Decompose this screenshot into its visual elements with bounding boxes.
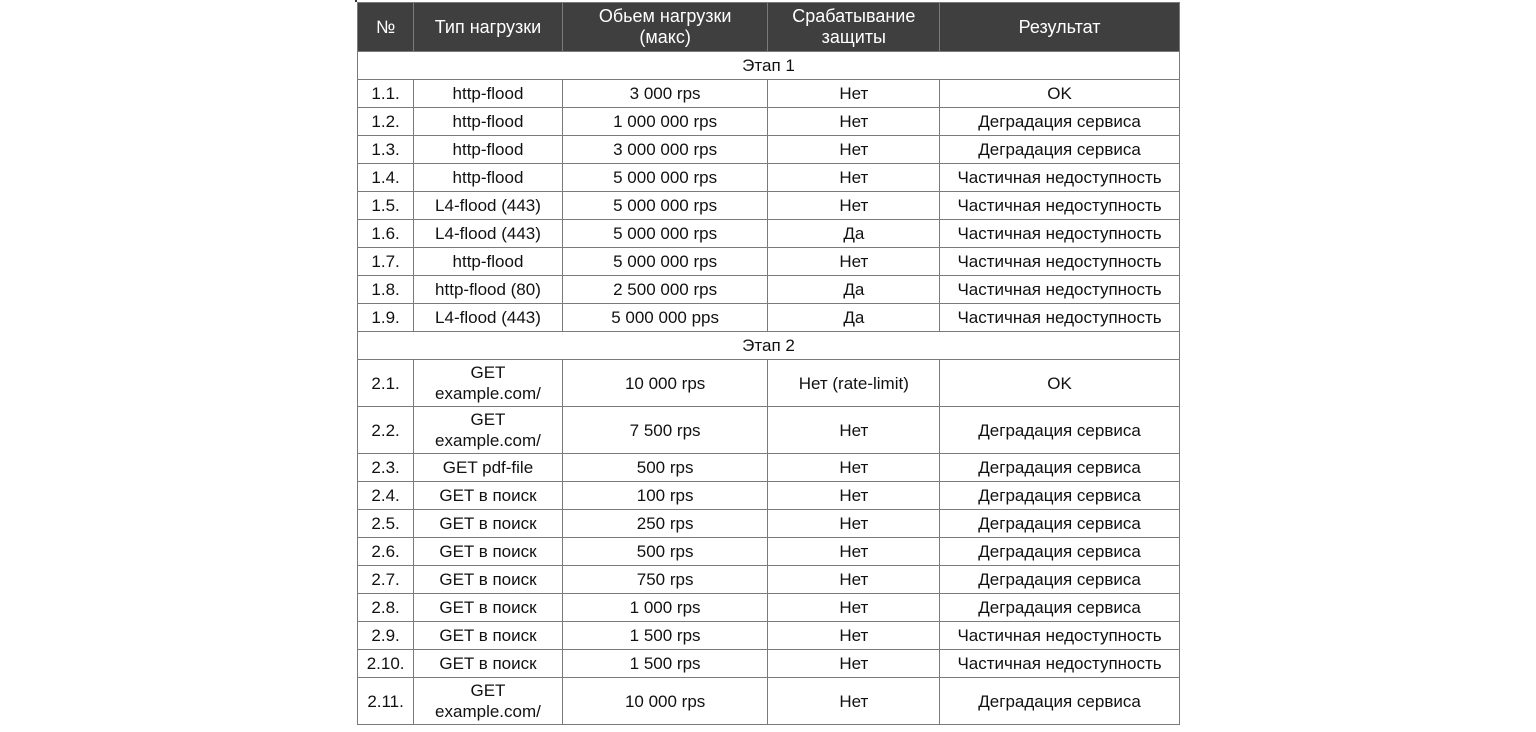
cell-load-volume: 100 rps <box>562 482 768 510</box>
table-row <box>358 482 1180 510</box>
table-row <box>358 108 1180 136</box>
cell-load-type-line: http-flood <box>452 112 524 131</box>
cell-load-type-line: GET в поиск <box>439 570 537 589</box>
cell-load-type-line: L4-flood (443) <box>435 196 541 215</box>
cell-load-volume: 5 000 000 rps <box>562 164 768 192</box>
cell-load-type-line: http-flood <box>452 84 524 103</box>
cell-load-type-line: GET <box>470 681 506 700</box>
cell-result: Деградация сервиса <box>940 538 1180 566</box>
cell-num: 1.6. <box>358 220 414 248</box>
table-row <box>358 248 1180 276</box>
cell-load-type <box>414 566 563 594</box>
cell-load-type-line: GET в поиск <box>439 626 537 645</box>
header-load-volume <box>562 3 768 52</box>
cell-num: 1.1. <box>358 80 414 108</box>
table-row <box>358 276 1180 304</box>
cell-load-volume: 10 000 rps <box>562 678 768 725</box>
cell-result: OK <box>940 360 1180 407</box>
cell-result: Деградация сервиса <box>940 566 1180 594</box>
cell-load-type <box>414 594 563 622</box>
cell-num: 2.8. <box>358 594 414 622</box>
cell-load-volume: 1 000 rps <box>562 594 768 622</box>
cell-protection: Нет <box>768 678 940 725</box>
cell-load-type-line: http-flood <box>452 140 524 159</box>
cell-load-volume: 10 000 rps <box>562 360 768 407</box>
cell-result: Частичная недоступность <box>940 650 1180 678</box>
cell-result: Деградация сервиса <box>940 136 1180 164</box>
cell-num: 2.9. <box>358 622 414 650</box>
header-protection-trigger <box>768 3 940 52</box>
cell-protection: Нет <box>768 136 940 164</box>
cell-protection: Нет <box>768 482 940 510</box>
cell-load-volume: 5 000 000 rps <box>562 192 768 220</box>
table-row <box>358 594 1180 622</box>
cell-load-type-line: GET в поиск <box>439 486 537 505</box>
cell-protection: Нет <box>768 510 940 538</box>
cell-result: Деградация сервиса <box>940 678 1180 725</box>
cell-protection: Нет <box>768 594 940 622</box>
cell-load-type <box>414 538 563 566</box>
cell-result: Деградация сервиса <box>940 482 1180 510</box>
cell-num: 2.5. <box>358 510 414 538</box>
cell-result: Частичная недоступность <box>940 164 1180 192</box>
cell-num: 2.10. <box>358 650 414 678</box>
cell-load-type-line: L4-flood (443) <box>435 308 541 327</box>
table-row <box>358 566 1180 594</box>
cell-load-type <box>414 220 563 248</box>
table-row <box>358 678 1180 725</box>
cell-load-type <box>414 678 563 725</box>
cell-load-type <box>414 454 563 482</box>
cell-load-volume: 750 rps <box>562 566 768 594</box>
cell-protection: Нет <box>768 164 940 192</box>
cell-num: 1.4. <box>358 164 414 192</box>
cell-num: 2.6. <box>358 538 414 566</box>
table-header <box>358 3 1180 52</box>
cell-load-volume: 5 000 000 rps <box>562 248 768 276</box>
table-row <box>358 220 1180 248</box>
cell-load-type-line: example.com/ <box>435 384 541 403</box>
table-row <box>358 192 1180 220</box>
cell-load-type <box>414 164 563 192</box>
cell-num: 2.1. <box>358 360 414 407</box>
table-body <box>358 52 1180 725</box>
cell-load-volume: 1 500 rps <box>562 622 768 650</box>
header-row <box>358 3 1180 52</box>
cell-load-type-line: http-flood <box>452 168 524 187</box>
cell-load-type <box>414 80 563 108</box>
table-row <box>358 510 1180 538</box>
cell-protection: Нет <box>768 566 940 594</box>
cell-protection: Нет <box>768 650 940 678</box>
cell-protection: Да <box>768 276 940 304</box>
header-num: № <box>358 3 414 52</box>
header-protection-line1: Срабатывание <box>792 6 916 26</box>
cell-protection: Нет <box>768 454 940 482</box>
cell-num: 1.5. <box>358 192 414 220</box>
cell-load-type <box>414 510 563 538</box>
cell-load-type-line: example.com/ <box>435 431 541 450</box>
table-row <box>358 136 1180 164</box>
cell-load-type-line: http-flood <box>452 252 524 271</box>
cell-protection: Нет (rate-limit) <box>768 360 940 407</box>
cell-result: Деградация сервиса <box>940 407 1180 454</box>
cell-num: 2.4. <box>358 482 414 510</box>
cell-load-type <box>414 108 563 136</box>
stage-title: Этап 2 <box>358 332 1180 360</box>
cell-num: 2.11. <box>358 678 414 725</box>
cell-load-type-line: GET в поиск <box>439 514 537 533</box>
table-row <box>358 304 1180 332</box>
table-row <box>358 164 1180 192</box>
cell-result: Деградация сервиса <box>940 510 1180 538</box>
load-test-table <box>357 2 1180 725</box>
cell-protection: Нет <box>768 407 940 454</box>
table-row <box>358 80 1180 108</box>
cell-load-volume: 5 000 000 rps <box>562 220 768 248</box>
cell-num: 1.8. <box>358 276 414 304</box>
cell-result: Частичная недоступность <box>940 276 1180 304</box>
header-load-volume-line1: Обьем нагрузки <box>598 6 732 26</box>
header-protection-line2: защиты <box>821 27 886 47</box>
cell-load-type <box>414 192 563 220</box>
cell-load-type <box>414 407 563 454</box>
cell-protection: Нет <box>768 80 940 108</box>
cell-load-type-line: GET <box>470 363 506 382</box>
cell-num: 2.2. <box>358 407 414 454</box>
cell-load-type <box>414 304 563 332</box>
cell-load-type <box>414 276 563 304</box>
cell-load-volume: 250 rps <box>562 510 768 538</box>
cell-num: 1.2. <box>358 108 414 136</box>
cell-load-type-line: http-flood (80) <box>435 280 541 299</box>
cell-load-type <box>414 650 563 678</box>
cell-num: 1.9. <box>358 304 414 332</box>
cell-protection: Да <box>768 304 940 332</box>
cell-load-type <box>414 248 563 276</box>
table-row <box>358 454 1180 482</box>
cell-load-type-line: L4-flood (443) <box>435 224 541 243</box>
cell-load-volume: 7 500 rps <box>562 407 768 454</box>
cell-load-type-line: GET в поиск <box>439 542 537 561</box>
cell-result: Деградация сервиса <box>940 454 1180 482</box>
cell-result: OK <box>940 80 1180 108</box>
cell-load-type <box>414 622 563 650</box>
cell-protection: Нет <box>768 248 940 276</box>
cell-result: Деградация сервиса <box>940 108 1180 136</box>
cell-load-type <box>414 482 563 510</box>
cell-load-type <box>414 360 563 407</box>
header-load-volume-line2: (макс) <box>639 27 691 47</box>
cell-protection: Нет <box>768 108 940 136</box>
cell-num: 1.7. <box>358 248 414 276</box>
table-row <box>358 622 1180 650</box>
cell-num: 1.3. <box>358 136 414 164</box>
cell-result: Частичная недоступность <box>940 248 1180 276</box>
cell-result: Частичная недоступность <box>940 622 1180 650</box>
cell-load-type-line: GET <box>470 410 506 429</box>
cell-result: Деградация сервиса <box>940 594 1180 622</box>
table-row <box>358 538 1180 566</box>
cell-load-type-line: GET в поиск <box>439 654 537 673</box>
cell-load-type-line: GET pdf-file <box>442 458 534 477</box>
cell-num: 2.3. <box>358 454 414 482</box>
cell-protection: Да <box>768 220 940 248</box>
cell-protection: Нет <box>768 538 940 566</box>
cell-load-type <box>414 136 563 164</box>
cell-result: Частичная недоступность <box>940 192 1180 220</box>
cell-load-volume: 1 000 000 rps <box>562 108 768 136</box>
cell-num: 2.7. <box>358 566 414 594</box>
cell-load-volume: 500 rps <box>562 538 768 566</box>
cell-load-volume: 3 000 rps <box>562 80 768 108</box>
table-row <box>358 650 1180 678</box>
cell-protection: Нет <box>768 192 940 220</box>
stage-row <box>358 332 1180 360</box>
cell-load-volume: 500 rps <box>562 454 768 482</box>
header-load-type: Тип нагрузки <box>414 3 563 52</box>
cell-result: Частичная недоступность <box>940 304 1180 332</box>
header-result: Результат <box>940 3 1180 52</box>
cell-load-volume: 3 000 000 rps <box>562 136 768 164</box>
table-row <box>358 360 1180 407</box>
stage-row <box>358 52 1180 80</box>
cell-load-type-line: example.com/ <box>435 702 541 721</box>
cell-load-volume: 2 500 000 rps <box>562 276 768 304</box>
stage-title: Этап 1 <box>358 52 1180 80</box>
cell-result: Частичная недоступность <box>940 220 1180 248</box>
cell-load-type-line: GET в поиск <box>439 598 537 617</box>
table-row <box>358 407 1180 454</box>
cell-load-volume: 5 000 000 pps <box>562 304 768 332</box>
cell-load-volume: 1 500 rps <box>562 650 768 678</box>
cell-protection: Нет <box>768 622 940 650</box>
